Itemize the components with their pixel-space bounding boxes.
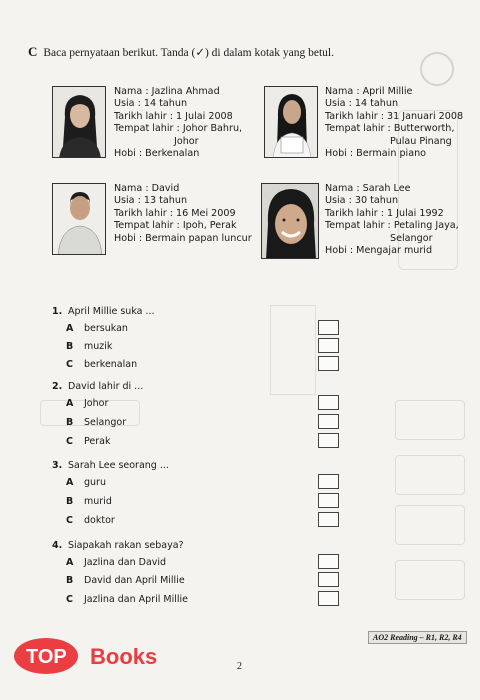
profile-dob: Tarikh lahir : 16 Mei 2009 xyxy=(114,207,236,219)
answer-checkbox-4b[interactable] xyxy=(318,572,339,587)
question-text: Sarah Lee seorang ... xyxy=(68,460,169,471)
option-text: David dan April Millie xyxy=(84,575,185,586)
answer-checkbox-2b[interactable] xyxy=(318,414,339,429)
profile-age: Usia : 14 tahun xyxy=(325,98,399,110)
profile-age: Usia : 13 tahun xyxy=(114,195,188,207)
section-letter: C xyxy=(28,44,38,59)
profile-hobby: Hobi : Bermain papan luncur xyxy=(114,232,252,244)
option-text: guru xyxy=(84,477,106,488)
question-text: Siapakah rakan sebaya? xyxy=(68,540,184,551)
profile-hobby: Hobi : Bermain piano xyxy=(325,148,427,160)
option-letter: B xyxy=(66,417,74,428)
option-letter: C xyxy=(66,515,73,526)
answer-checkbox-3b[interactable] xyxy=(318,493,339,508)
profile-name: Nama : April Millie xyxy=(325,86,413,97)
option-letter: B xyxy=(66,575,74,586)
answer-checkbox-4c[interactable] xyxy=(318,591,339,606)
profile-hobby: Hobi : Mengajar murid xyxy=(325,245,433,257)
option-text: doktor xyxy=(84,515,115,526)
profile-pob: Tempat lahir : Ipoh, Perak xyxy=(114,220,237,232)
profile-pob-cont: Johor xyxy=(174,135,199,147)
profile-dob: Tarikh lahir : 1 Julai 1992 xyxy=(325,207,444,219)
option-letter: C xyxy=(66,594,73,605)
option-text: Jazlina dan David xyxy=(84,557,167,568)
page-number: 2 xyxy=(237,661,242,672)
svg-text:TOP: TOP xyxy=(26,646,67,668)
question-number: 1. xyxy=(52,306,63,317)
option-text: murid xyxy=(84,496,112,507)
profile-name: Nama : Jazlina Ahmad xyxy=(114,86,220,97)
answer-checkbox-2a[interactable] xyxy=(318,395,339,410)
option-text: bersukan xyxy=(84,323,128,334)
profile-pob: Tempat lahir : Petaling Jaya, xyxy=(325,220,459,232)
option-text: muzik xyxy=(84,341,113,352)
option-letter: B xyxy=(66,496,74,507)
profile-pob-cont: Selangor xyxy=(390,232,433,244)
profile-pob: Tempat lahir : Butterworth, xyxy=(325,123,455,135)
answer-checkbox-1a[interactable] xyxy=(318,320,339,335)
question-number: 2. xyxy=(52,381,63,392)
profile-april-millie xyxy=(325,86,463,160)
answer-checkbox-4a[interactable] xyxy=(318,554,339,569)
option-letter: B xyxy=(66,341,74,352)
answer-checkbox-2c[interactable] xyxy=(318,433,339,448)
option-text: Perak xyxy=(84,436,111,447)
answer-checkbox-1b[interactable] xyxy=(318,338,339,353)
profile-pob-cont: Pulau Pinang xyxy=(390,135,452,147)
option-letter: A xyxy=(66,477,74,488)
profile-david xyxy=(114,183,252,245)
profile-age: Usia : 30 tahun xyxy=(325,195,399,207)
photo-sarah-lee xyxy=(261,183,319,259)
option-letter: C xyxy=(66,359,73,370)
photo-jazlina xyxy=(52,86,106,158)
question-number: 4. xyxy=(52,540,63,551)
profile-name: Nama : Sarah Lee xyxy=(325,183,411,194)
option-letter: C xyxy=(66,436,73,447)
option-text: Jazlina dan April Millie xyxy=(84,594,188,605)
option-letter: A xyxy=(66,557,74,568)
option-text: Selangor xyxy=(84,417,127,428)
svg-text:Books: Books xyxy=(90,644,158,669)
photo-david xyxy=(52,183,106,255)
profile-name: Nama : David xyxy=(114,183,180,194)
photo-april-millie xyxy=(264,86,318,158)
topbooks-logo xyxy=(10,630,182,682)
skill-tag: AO2 Reading – R1, R2, R4 xyxy=(368,631,467,644)
option-text: Johor xyxy=(84,398,109,409)
profile-pob: Tempat lahir : Johor Bahru, xyxy=(114,123,243,135)
question-text: April Millie suka ... xyxy=(68,306,155,317)
profile-jazlina xyxy=(114,86,242,160)
answer-checkbox-1c[interactable] xyxy=(318,356,339,371)
instruction-text: Baca pernyataan berikut. Tanda (✓) di dalam kotak yang betul. xyxy=(43,47,334,59)
profile-dob: Tarikh lahir : 31 Januari 2008 xyxy=(325,110,464,122)
section-instruction xyxy=(28,44,334,60)
answer-checkbox-3c[interactable] xyxy=(318,512,339,527)
question-number: 3. xyxy=(52,460,63,471)
profile-hobby: Hobi : Berkenalan xyxy=(114,148,200,160)
question-text: David lahir di ... xyxy=(68,381,144,392)
profile-dob: Tarikh lahir : 1 Julai 2008 xyxy=(114,110,233,122)
profile-sarah-lee xyxy=(325,183,459,257)
option-letter: A xyxy=(66,323,74,334)
option-text: berkenalan xyxy=(84,359,138,370)
option-letter: A xyxy=(66,398,74,409)
profile-age: Usia : 14 tahun xyxy=(114,98,188,110)
answer-checkbox-3a[interactable] xyxy=(318,474,339,489)
